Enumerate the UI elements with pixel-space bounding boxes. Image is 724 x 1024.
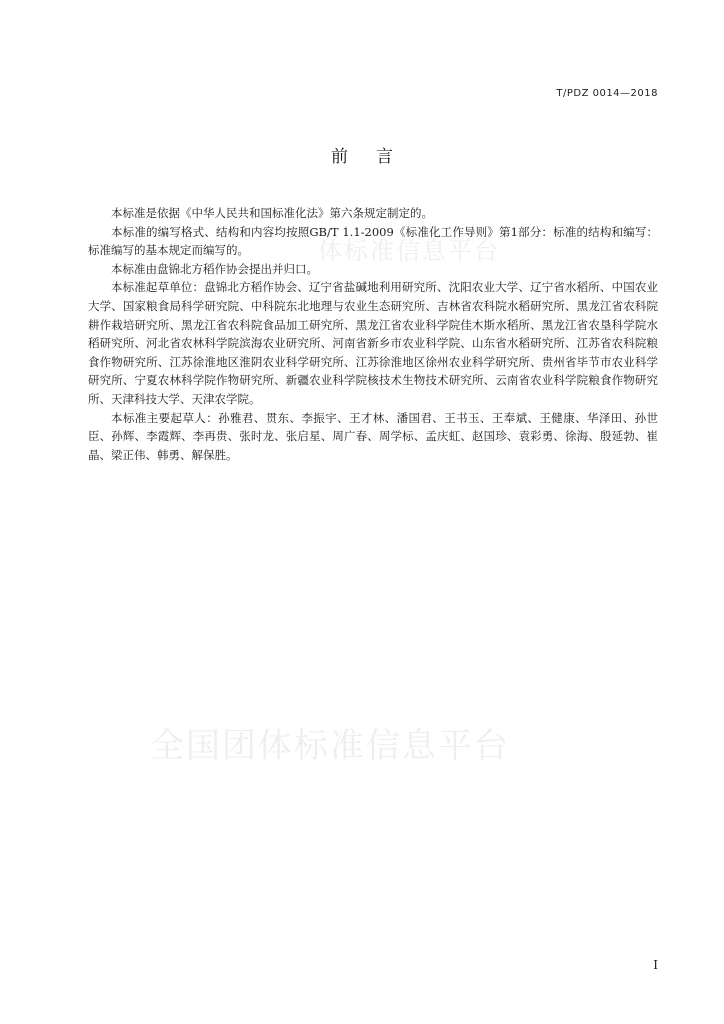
paragraph-drafters: 本标准主要起草人：孙雅君、贯东、李振宇、王才林、潘国君、王书玉、王奉斌、王健康、华泽田、孙世臣、孙辉、李霞辉、李再贵、张时龙、张启星、周广春、周学标、孟庆虹、赵国珍、袁彩勇、徐海、殷延勃、崔晶、梁正伟、韩勇、解保胜。 <box>88 410 658 462</box>
watermark-center: 全国团体标准信息平台 <box>150 726 510 766</box>
paragraph-proposer: 本标准由盘锦北方稻作协会提出并归口。 <box>111 261 318 276</box>
page-title: 前言 <box>331 147 421 167</box>
paragraph-format: 本标准的编写格式、结构和内容均按照GB/T 1.1-2009《标准化工作导则》第1部分：标准的结构和编写：标准编写的基本规定而编写的。 <box>88 224 658 258</box>
preface-body <box>88 204 658 464</box>
page-number: I <box>653 958 658 972</box>
paragraph-basis: 本标准是依据《中华人民共和国标准化法》第六条规定制定的。 <box>111 206 433 220</box>
standard-code: T/PDZ 0014—2018 <box>556 88 658 99</box>
watermark-top: 体标准信息平台 <box>318 237 500 265</box>
paragraph-drafting-units: 本标准起草单位：盘锦北方稻作协会、辽宁省盐碱地利用研究所、沈阳农业大学、辽宁省水稻所、中国农业大学、国家粮食局科学研究院、中科院东北地理与农业生态研究所、吉林省农科院水稻研究所、黑龙江省农科院耕作栽培研究所、黑龙江省农科院食品加工研究所、黑龙江省农业科学院佳木斯水稻所、黑龙江省农垦科学院水稻研究所、河北省农林科学院滨海农业研究所、河南省新乡市农业科学院、山东省水稻研究所、江苏省农科院粮食作物研究所、江苏徐淮地区淮阴农业科学研究所、江苏徐淮地区徐州农业科学研究所、贵州省毕节市农业科学研究所、宁夏农林科学院作物研究所、新疆农业科学院核技术生物技术研究所、云南省农业科学院粮食作物研究所、天津科技大学、天津农学院。 <box>88 280 658 406</box>
